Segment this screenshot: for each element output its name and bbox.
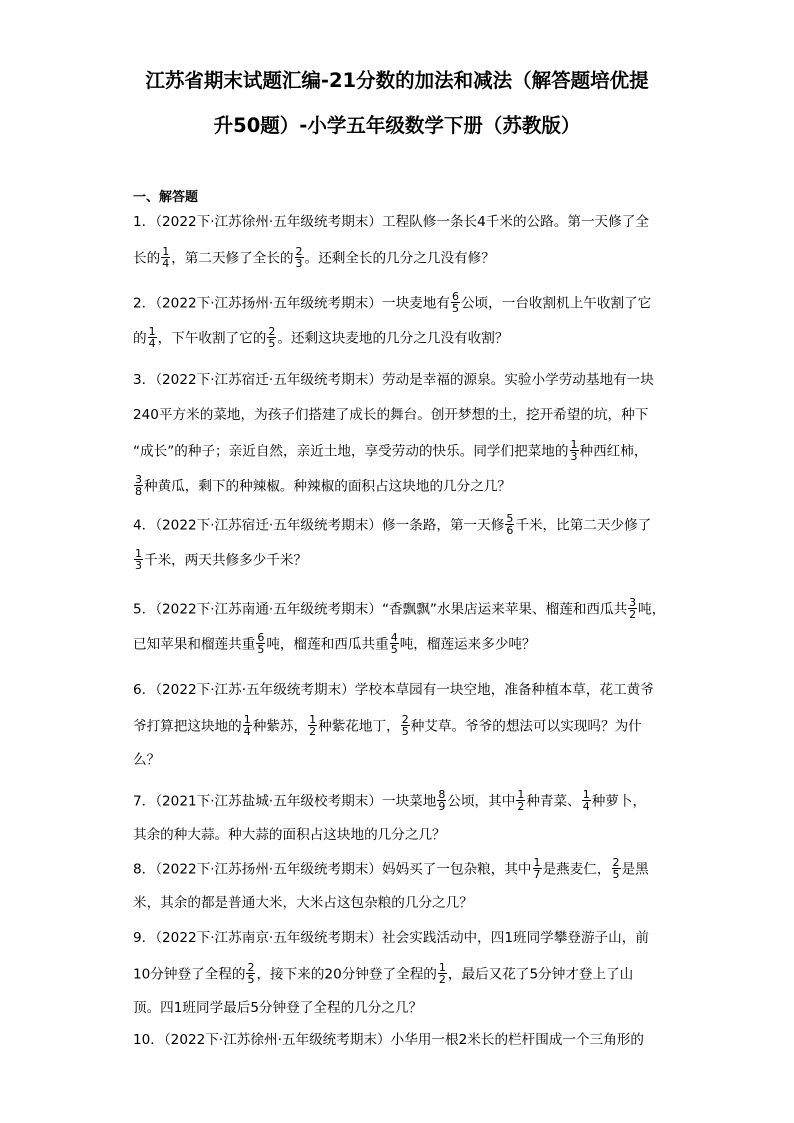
question-4 [133,514,663,584]
text-segment: 10分钟登了全程的 [133,966,246,983]
question-line [133,475,511,498]
fraction-numerator: 1 [570,438,578,451]
fraction-denominator: 2 [629,608,637,621]
question-line [133,292,651,315]
text-segment: 吨，榴莲和西瓜共重 [266,636,389,653]
section-heading: 一、解答题 [133,190,199,205]
fraction [161,246,170,269]
question-7 [133,790,663,860]
fraction-denominator: 2 [309,725,317,738]
question-line [133,963,633,986]
fraction [308,714,317,737]
fraction-numerator: 4 [390,631,398,644]
fraction-numerator: 2 [295,245,303,258]
fraction-denominator: 3 [135,559,142,572]
fraction-denominator: 2 [438,973,446,986]
fraction [505,513,514,536]
question-line [133,633,536,656]
text-segment: 种萝卜， [591,793,647,810]
text-segment: 公顷，其中 [447,793,516,810]
question-line [133,370,654,390]
text-segment: 是黑 [621,861,649,878]
question-line [133,327,508,350]
question-2 [133,292,663,362]
title-line-1: 江苏省期末试题汇编-21分数的加法和减法（解答题培优提 [145,69,649,92]
text-segment: 米，其余的都是普通大米，大米占这包杂粮的几分之几？ [133,895,473,911]
fraction-numerator: 1 [438,961,446,974]
text-segment: 种紫花地丁， [318,718,400,735]
question-line [133,680,654,700]
fraction [437,789,446,812]
fraction [401,714,410,737]
text-segment: ，下午收割了它的 [157,330,267,347]
text-segment: 其余的种大蒜。种大蒜的面积占这块地的几分之几？ [133,827,446,843]
fraction [438,962,447,985]
fraction-denominator: 2 [517,800,525,813]
text-segment: 种艾草。爷爷的想法可以实现吗？为什 [410,718,642,735]
text-segment: 长的 [133,250,161,267]
text-segment: 8．（2022下·江苏扬州·五年级统考期末）妈妈买了一包杂粮，其中 [133,861,532,878]
fraction-denominator: 4 [243,725,251,738]
text-segment: 240平方米的菜地，为孩子们搭建了成长的舞台。创开梦想的土，挖开希望的坑，种下 [133,407,649,423]
text-segment: 3．（2022下·江苏宿迁·五年级统考期末）劳动是幸福的源泉。实验小学劳动基地有一块 [133,372,654,388]
question-line [133,212,649,232]
question-6 [133,680,663,785]
question-line [133,440,647,463]
fraction-denominator: 4 [162,257,170,270]
fraction-denominator: 9 [438,800,446,813]
question-line [133,715,642,738]
text-segment: “成长”的种子；亲近自然，亲近土地，享受劳动的快乐。同学们把菜地的 [133,443,569,460]
question-9 [133,928,663,1033]
fraction-denominator: 7 [533,868,541,881]
question-line [133,893,473,913]
fraction-denominator: 5 [451,302,459,315]
text-segment: 5．（2022下·江苏南通·五年级统考期末）“香飘飘”水果店运来苹果、榴莲和西瓜共 [133,601,628,618]
fraction-denominator: 5 [401,725,409,738]
question-5 [133,596,666,668]
fraction-denominator: 5 [268,337,276,350]
text-segment: 种西红柿， [579,443,648,460]
fraction-numerator: 1 [517,788,525,801]
title-line-2: 升50题）-小学五年级数学下册（苏教版） [213,114,581,137]
fraction-denominator: 5 [257,643,265,656]
fraction-numerator: 2 [268,325,276,338]
text-segment: ，第二天修了全长的 [171,250,294,267]
fraction-denominator: 5 [612,868,620,881]
fraction [295,246,304,269]
fraction-numerator: 1 [243,713,251,726]
text-segment: 10．（2022下·江苏徐州·五年级统考期末）小华用一根2米长的栏杆围成一个三角形的 [133,1032,644,1048]
text-segment: 2．（2022下·江苏扬州·五年级统考期末）一块麦地有 [133,295,450,312]
question-3 [133,370,663,510]
fraction-numerator: 1 [135,547,142,560]
fraction-denominator: 8 [135,485,142,498]
question-line [133,858,649,881]
fraction-numerator: 6 [257,631,265,644]
fraction-denominator: 4 [582,800,590,813]
question-line [133,247,495,270]
text-segment: 吨，榴莲运来多少吨？ [399,636,536,653]
text-segment: 种紫苏， [252,718,308,735]
text-segment: 已知苹果和榴莲共重 [133,636,256,653]
text-segment: 的 [133,330,147,347]
text-segment: 是燕麦仁， [542,861,611,878]
fraction-denominator: 5 [247,973,255,986]
question-line [133,405,648,425]
fraction-numerator: 5 [506,512,514,525]
fraction [148,326,157,349]
fraction [451,291,460,314]
text-segment: 种青菜、 [526,793,581,810]
text-segment: 千米，比第二天少修了 [515,517,652,534]
question-10 [133,1030,663,1065]
fraction [134,548,143,571]
text-segment: ，接下来的20分钟登了全程的 [256,966,437,983]
question-line [133,1030,644,1050]
fraction-numerator: 8 [438,788,446,801]
question-line [133,514,651,537]
fraction [256,632,265,655]
fraction-numerator: 2 [401,713,409,726]
text-segment: 4．（2022下·江苏宿迁·五年级统考期末）修一条路，第一天修 [133,517,505,534]
fraction [612,857,621,880]
fraction [134,474,143,497]
question-line [133,549,307,572]
fraction [243,714,252,737]
fraction-numerator: 1 [162,245,170,258]
question-line [133,750,160,770]
fraction-numerator: 2 [612,856,620,869]
fraction-numerator: 1 [148,325,156,338]
fraction [516,789,525,812]
text-segment: 7．（2021下·江苏盐城·五年级校考期末）一块菜地 [133,793,437,810]
fraction-numerator: 3 [629,596,637,609]
fraction-numerator: 1 [533,856,541,869]
question-line [133,598,665,621]
question-1 [133,212,663,282]
fraction-numerator: 2 [247,961,255,974]
text-segment: 公顷，一台收割机上午收割了它 [460,295,652,312]
fraction [570,439,579,462]
fraction-numerator: 1 [309,713,317,726]
question-line [133,928,649,948]
fraction-numerator: 1 [582,788,590,801]
question-line [133,825,446,845]
question-8 [133,858,663,928]
fraction [533,857,542,880]
text-segment: ，最后又花了5分钟才登上了山 [447,966,634,983]
fraction [628,597,637,620]
fraction-denominator: 6 [506,524,514,537]
text-segment: 么？ [133,752,161,768]
text-segment: 顶。四1班同学最后5分钟登了全程的几分之几？ [133,1000,423,1016]
question-line [133,790,646,813]
text-segment: 6．（2022下·江苏·五年级统考期末）学校本草园有一块空地，准备种植本草，花工黄爷 [133,682,654,698]
fraction [267,326,276,349]
text-segment: 种黄瓜，剩下的种辣椒。种辣椒的面积占这块地的几分之几？ [144,478,512,495]
fraction-denominator: 5 [390,643,398,656]
text-segment: 9．（2022下·江苏南京·五年级统考期末）社会实践活动中，四1班同学攀登游子山，前 [133,930,649,946]
text-segment: 1．（2022下·江苏徐州·五年级统考期末）工程队修一条长4千米的公路。第一天修了全 [133,214,649,230]
fraction-denominator: 3 [570,450,578,463]
fraction-denominator: 4 [148,337,156,350]
fraction [246,962,255,985]
text-segment: 爷打算把这块地的 [133,718,242,735]
text-segment: 千米，两天共修多少千米？ [144,552,308,569]
question-line [133,998,422,1018]
fraction [390,632,399,655]
fraction-numerator: 6 [451,290,459,303]
text-segment: 吨， [638,601,666,618]
text-segment: 。还剩这块麦地的几分之几没有收割？ [277,330,509,347]
fraction-numerator: 3 [135,473,142,486]
fraction-denominator: 3 [295,257,303,270]
fraction [582,789,591,812]
text-segment: 。还剩全长的几分之几没有修？ [304,250,495,267]
